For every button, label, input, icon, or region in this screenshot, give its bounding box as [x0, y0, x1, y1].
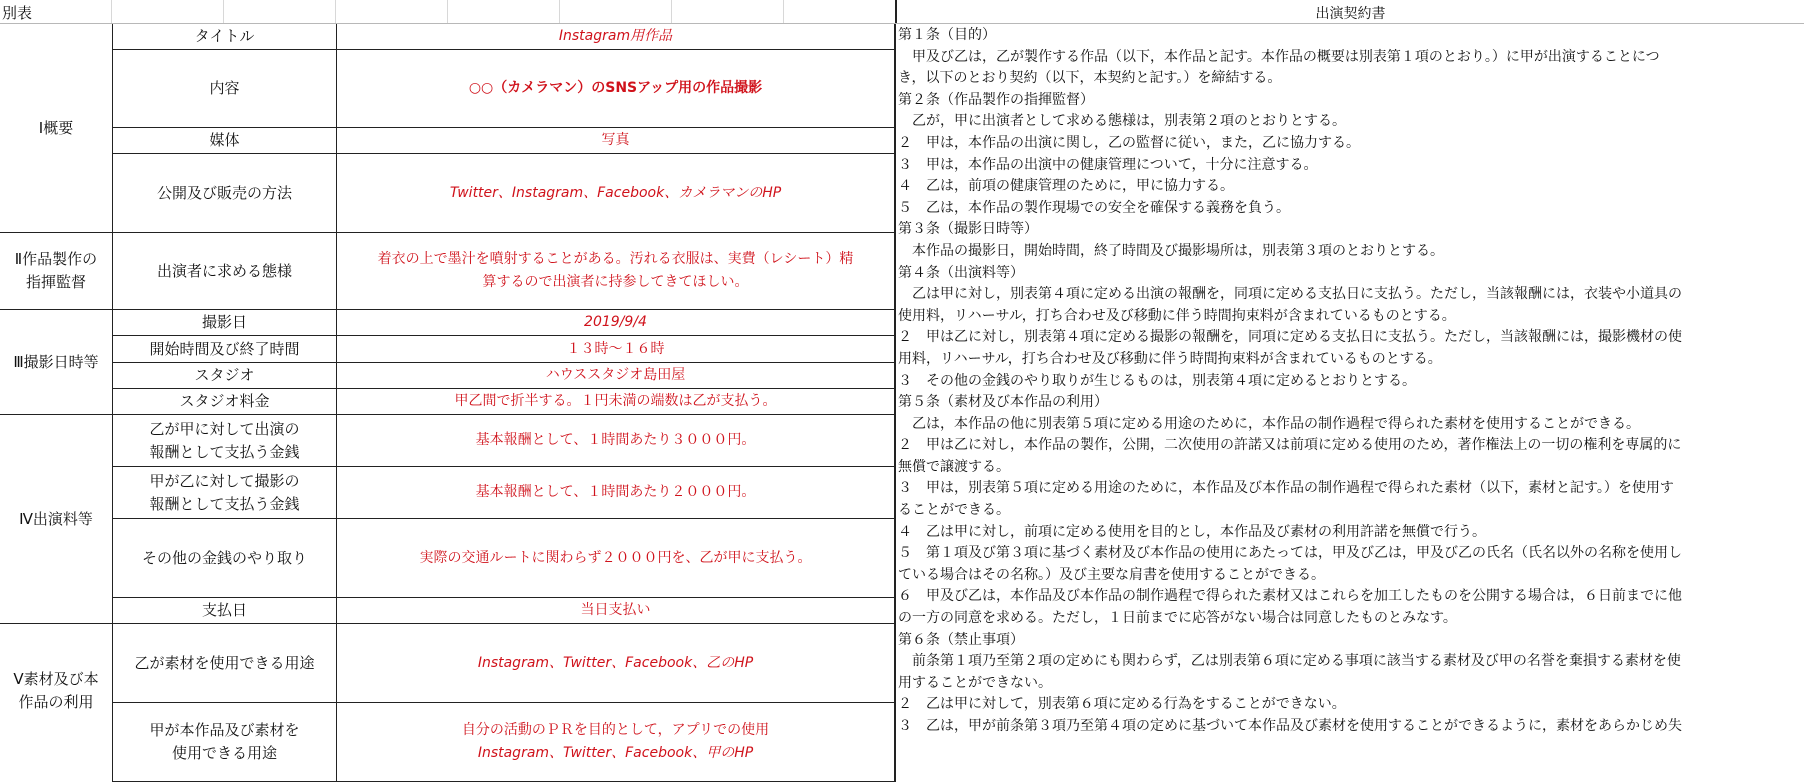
- contract-line: 使用料，リハーサル，打ち合わせ及び移動に伴う時間拘束料が含まれているものとする。: [898, 307, 1456, 324]
- section-direction[interactable]: [0, 233, 112, 310]
- cell-text: スタジオ料金: [179, 392, 270, 410]
- cell-text: 報酬として支払う金銭: [149, 442, 300, 461]
- contract-line: ６ 甲及び乙は，本作品及び本作品の制作過程で得られた素材又はこれらを加工したものを公開する場合は，６日前までに他: [898, 588, 1682, 605]
- contract-line: ２ 乙は甲に対して，別表第６項に定める行為をすることができない。: [898, 696, 1346, 713]
- cell-text: 出演者に求める態様: [156, 261, 292, 280]
- cell-text: 甲が本作品及び素材を: [149, 721, 300, 739]
- section-usage[interactable]: [0, 624, 112, 758]
- contract-body[interactable]: [898, 25, 1802, 758]
- contract-line: ることができる。: [898, 502, 1010, 519]
- cell-text: 甲が乙に対して撮影の: [149, 471, 300, 490]
- cell-text: 当日支払い: [580, 602, 651, 618]
- cell-text: その他の金銭のやり取り: [141, 548, 307, 567]
- row-value-content[interactable]: [336, 50, 896, 128]
- row-value-fee-to-a[interactable]: [336, 415, 896, 467]
- cell-text: ○○（カメラマン）のSNSアップ用の作品撮影: [468, 80, 763, 96]
- row-value-title[interactable]: [336, 24, 896, 50]
- row-label-time[interactable]: [112, 336, 336, 363]
- contract-line: 第４条（出演料等）: [898, 264, 1024, 281]
- contract-line: ５ 第１項及び第３項に基づく素材及び本作品の使用にあたっては，甲及び乙は，甲及び乙の氏名（氏名以外の名称を使用し: [898, 545, 1682, 562]
- contract-line: 前条第１項乃至第２項の定めにも関わらず，乙は別表第６項に定める事項に該当する素材及び甲の名誉を棄損する素材を使: [898, 653, 1681, 670]
- cell-text: 2019/9/4: [584, 314, 647, 330]
- contract-line: 本作品の撮影日，開始時間，終了時間及び撮影場所は，別表第３項のとおりとする。: [898, 242, 1444, 259]
- contract-line: ている場合はその名称。）及び主要な肩書を使用することができる。: [898, 566, 1325, 583]
- header-cell[interactable]: [784, 0, 897, 23]
- row-value-a-use[interactable]: [336, 703, 896, 782]
- contract-line: ２ 甲は，本作品の出演に関し，乙の監督に従い，また，乙に協力する。: [898, 134, 1360, 151]
- row-value-pay-date[interactable]: [336, 598, 896, 624]
- header-cell[interactable]: [336, 0, 448, 23]
- section-label: Ⅰ概要: [38, 118, 74, 137]
- contract-line: 乙は，本作品の他に別表第５項に定める用途のために，本作品の制作過程で得られた素材を使用することができる。: [898, 415, 1640, 432]
- row-label-shoot-date[interactable]: [112, 310, 336, 336]
- row-value-studio[interactable]: [336, 363, 896, 389]
- row-label-title[interactable]: [112, 24, 336, 50]
- section-label: Ⅱ作品製作の: [14, 250, 98, 268]
- cell-text: Instagram用作品: [558, 28, 673, 44]
- cell-text: ハウススタジオ島田屋: [545, 367, 686, 383]
- contract-line: 第３条（撮影日時等）: [898, 221, 1038, 238]
- row-value-shoot-date[interactable]: [336, 310, 896, 336]
- section-label: Ⅴ素材及び本: [13, 670, 99, 688]
- contract-line: ３ 甲は，別表第５項に定める用途のために，本作品及び本作品の制作過程で得られた素材（以下，素材と記す。）を使用す: [898, 480, 1674, 497]
- cell-text: 媒体: [209, 131, 240, 149]
- row-value-media[interactable]: [336, 128, 896, 154]
- cell-text: １３時～１６時: [566, 340, 665, 357]
- cell-text: 内容: [209, 79, 240, 97]
- cell-text: 乙が素材を使用できる用途: [134, 653, 315, 672]
- cell-text: 撮影日: [201, 313, 247, 331]
- cell-text: 使用できる用途: [171, 744, 277, 762]
- cell-text: 基本報酬として、１時間あたり２０００円。: [475, 484, 756, 500]
- contract-line: 乙が，甲に出演者として求める態様は，別表第２項のとおりとする。: [898, 113, 1346, 130]
- row-label-studio-fee[interactable]: [112, 389, 336, 415]
- row-label-pay-date[interactable]: [112, 598, 336, 624]
- contract-line: 用料，リハーサル，打ち合わせ及び移動に伴う時間拘束料が含まれているものとする。: [898, 350, 1442, 367]
- contract-line: 第１条（目的）: [898, 27, 996, 43]
- contract-line: ２ 甲は乙に対し，本作品の製作，公開，二次使用の許諾又は前項に定める使用のため，著作権法上の一切の権利を専属的に: [898, 437, 1682, 454]
- contract-line: 乙は甲に対し，別表第４項に定める出演の報酬を，同項に定める支払日に支払う。ただし，当該報酬には，衣装や小道具の: [898, 286, 1682, 303]
- sheet-header-row: [0, 0, 1804, 24]
- contract-line: ４ 乙は甲に対し，前項に定める使用を目的とし，本作品及び素材の利用許諾を無償で行う。: [898, 523, 1486, 540]
- cell-text: 算するので出演者に持参してきてほしい。: [482, 274, 749, 290]
- cell-text: 開始時間及び終了時間: [149, 339, 300, 358]
- row-label-other-money[interactable]: [112, 519, 336, 598]
- section-overview[interactable]: [0, 24, 112, 233]
- row-value-publish[interactable]: [336, 154, 896, 233]
- row-label-b-use[interactable]: [112, 624, 336, 703]
- cell-text: 甲乙間で折半する。１円未満の端数は乙が支払う。: [454, 393, 777, 409]
- contract-line: 第２条（作品製作の指揮監督）: [898, 91, 1094, 108]
- schedule-table: [0, 24, 896, 762]
- header-cell[interactable]: [560, 0, 672, 23]
- cell-text: 公開及び販売の方法: [156, 183, 292, 202]
- cell-text: 乙が甲に対して出演の: [149, 419, 300, 438]
- cell-text: 自分の活動のＰＲを目的として，アプリでの使用: [461, 722, 770, 738]
- header-cell[interactable]: [224, 0, 336, 23]
- contract-line: 第６条（禁止事項）: [898, 631, 1024, 648]
- row-label-studio[interactable]: [112, 363, 336, 389]
- section-fees[interactable]: [0, 415, 112, 624]
- contract-line: 甲及び乙は，乙が製作する作品（以下，本作品と記す。本作品の概要は別表第１項のとおり。）に甲が出演することにつ: [898, 48, 1660, 65]
- row-label-manner[interactable]: [112, 233, 336, 310]
- header-cell[interactable]: [448, 0, 560, 23]
- row-value-time[interactable]: [336, 336, 896, 363]
- row-value-fee-to-b[interactable]: [336, 467, 896, 519]
- cell-text: Twitter、Instagram、Facebook、カメラマンのHP: [449, 184, 782, 201]
- row-value-other-money[interactable]: [336, 519, 896, 598]
- contract-line: ３ 乙は，甲が前条第３項乃至第４項の定めに基づいて本作品及び素材を使用することができるように，素材をあらかじめ失: [898, 718, 1682, 734]
- row-label-publish[interactable]: [112, 154, 336, 233]
- contract-line: 第５条（素材及び本作品の利用）: [898, 394, 1108, 411]
- cell-text: スタジオ: [194, 366, 255, 384]
- contract-line: ３ その他の金銭のやり取りが生じるものは，別表第４項に定めるとおりとする。: [898, 372, 1416, 389]
- row-value-studio-fee[interactable]: [336, 389, 896, 415]
- contract-line: 無償で譲渡する。: [898, 458, 1010, 475]
- cell-text: 報酬として支払う金銭: [149, 494, 300, 513]
- contract-line: ２ 甲は乙に対し，別表第４項に定める撮影の報酬を，同項に定める支払日に支払う。ただし，当該報酬には，撮影機材の使: [898, 329, 1682, 346]
- cell-text: 実際の交通ルートに関わらず２０００円を、乙が甲に支払う。: [419, 549, 812, 566]
- row-label-fee-to-b[interactable]: [112, 467, 336, 519]
- section-label: Ⅳ出演料等: [19, 509, 93, 528]
- cell-text: Instagram、Twitter、Facebook、乙のHP: [477, 654, 754, 671]
- cell-text: 支払日: [201, 601, 247, 619]
- section-label: 作品の利用: [18, 693, 94, 711]
- cell-text: 着衣の上で墨汁を噴射することがある。汚れる衣服は、実費（レシート）精: [377, 251, 854, 267]
- row-value-manner[interactable]: [336, 233, 896, 310]
- row-label-content[interactable]: [112, 50, 336, 128]
- section-label: Ⅲ撮影日時等: [13, 352, 99, 371]
- contract-line: 用することができない。: [898, 674, 1052, 691]
- row-label-a-use[interactable]: [112, 703, 336, 782]
- cell-text: 基本報酬として、１時間あたり３０００円。: [475, 432, 756, 448]
- row-label-media[interactable]: [112, 128, 336, 154]
- section-label: 指揮監督: [25, 273, 86, 291]
- cell-text: 写真: [601, 132, 630, 148]
- row-label-fee-to-a[interactable]: [112, 415, 336, 467]
- contract-line: ４ 乙は，前項の健康管理のために，甲に協力する。: [898, 178, 1234, 195]
- cell-text: タイトル: [194, 27, 255, 45]
- contract-line: ３ 甲は，本作品の出演中の健康管理について，十分に注意する。: [898, 156, 1318, 173]
- header-cell[interactable]: [672, 0, 784, 23]
- header-cell[interactable]: [112, 0, 224, 23]
- contract-line: ５ 乙は，本作品の製作現場での安全を確保する義務を負う。: [898, 199, 1290, 216]
- contract-line: の一方の同意を求める。ただし，１日前までに応答がない場合は同意したものとみなす。: [898, 610, 1457, 627]
- contract-line: き，以下のとおり契約（以下，本契約と記す。）を締結する。: [898, 70, 1282, 87]
- cell-text: Instagram、Twitter、Facebook、甲のHP: [477, 745, 754, 761]
- row-value-b-use[interactable]: [336, 624, 896, 703]
- sheet-label: 別表: [2, 4, 33, 22]
- section-schedule[interactable]: [0, 310, 112, 415]
- contract-title: 出演契約書: [1315, 6, 1386, 22]
